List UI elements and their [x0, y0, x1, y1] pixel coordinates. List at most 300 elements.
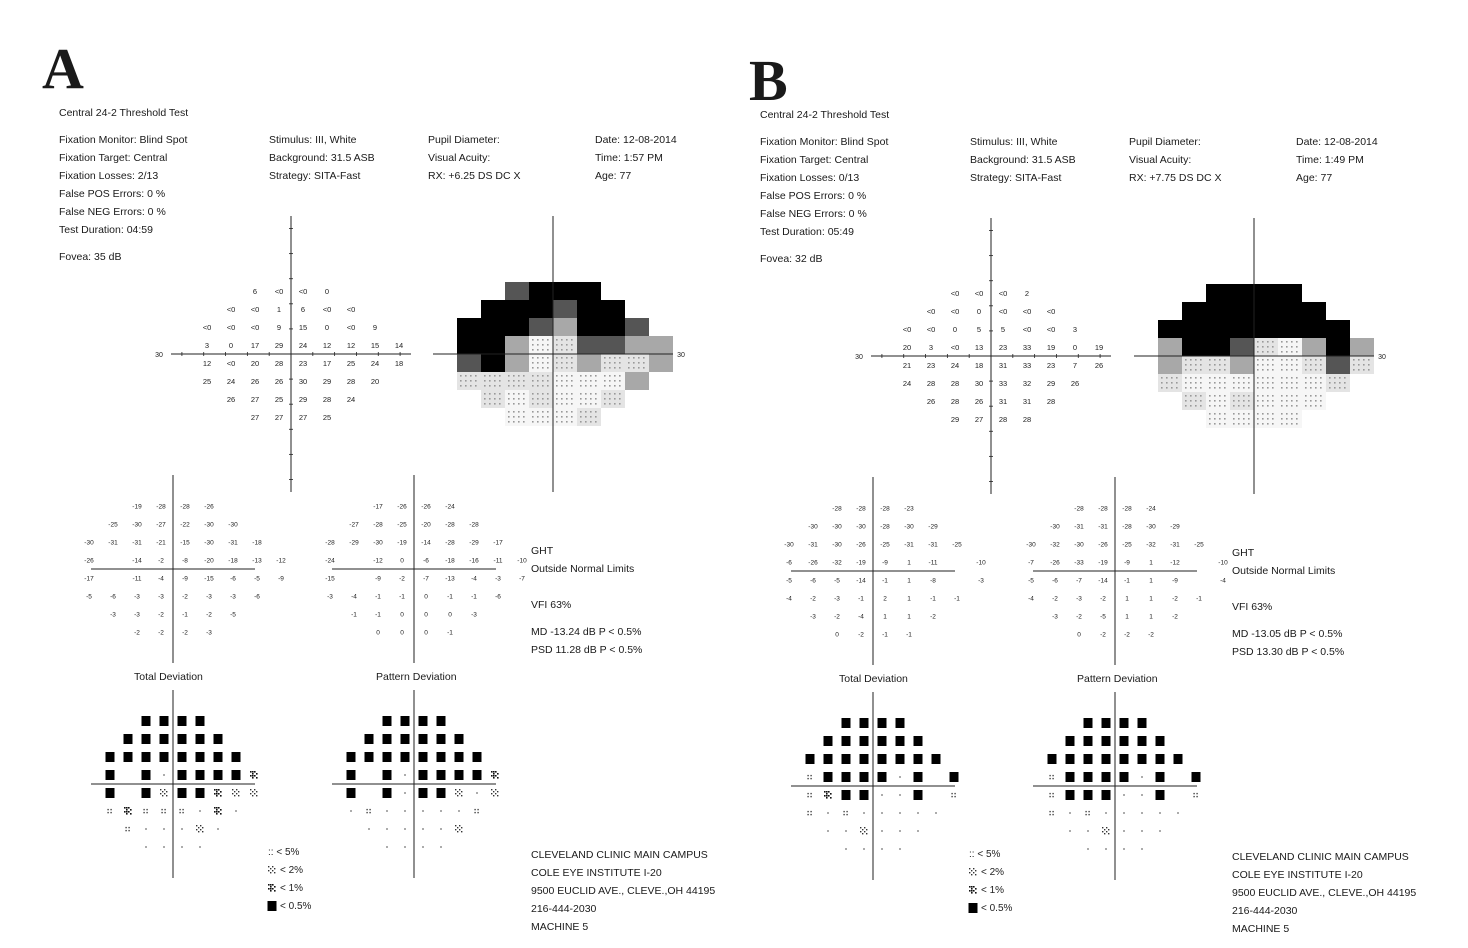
total-deviation-value: -6 [786, 559, 792, 567]
pattern-probability-normal-symbol [1141, 776, 1142, 777]
gray-dot [1291, 413, 1293, 415]
panel-b [716, 0, 1450, 948]
gray-dot [566, 411, 568, 413]
threshold-value: <0 [250, 305, 260, 314]
gray-dot [1185, 405, 1187, 407]
threshold-value: 31 [998, 361, 1008, 370]
gray-dot [580, 380, 582, 382]
symbol-dot [272, 870, 273, 871]
threshold-value: 31 [1022, 397, 1032, 406]
symbol-dot [459, 825, 460, 826]
symbol-dot [497, 791, 498, 792]
gray-dot [1262, 400, 1264, 402]
gray-dot [1315, 359, 1317, 361]
symbol-dot [369, 809, 370, 810]
info-line: False NEG Errors: 0 % [760, 208, 867, 220]
threshold-value: <0 [950, 289, 960, 298]
gray-dot [1224, 364, 1226, 366]
gray-dot [1296, 413, 1298, 415]
total-probability-p05-symbol [142, 770, 151, 780]
threshold-value: 29 [950, 415, 960, 424]
gray-dot [1214, 387, 1216, 389]
gray-dot [542, 403, 544, 405]
threshold-value: <0 [1022, 307, 1032, 316]
total-deviation-value: -18 [228, 557, 238, 565]
gray-dot [518, 403, 520, 405]
pattern-deviation-value: -1 [447, 593, 453, 601]
total-probability-p05-symbol [160, 752, 169, 762]
gray-dot [1267, 400, 1269, 402]
threshold-value: <0 [998, 307, 1008, 316]
pattern-deviation-value: -9 [1172, 577, 1178, 585]
gray-dot [475, 385, 477, 387]
gray-dot [1291, 377, 1293, 379]
gray-dot [1320, 405, 1322, 407]
pattern-probability-p05-symbol [383, 752, 392, 762]
gray-cell-mid [649, 336, 673, 354]
gray-dot [537, 362, 539, 364]
gray-dot [590, 393, 592, 395]
symbol-dot [256, 791, 257, 792]
gray-dot [595, 380, 597, 382]
symbol-dot [971, 888, 973, 890]
symbol-dot [497, 777, 499, 779]
gray-dot [566, 393, 568, 395]
gray-dot [1219, 377, 1221, 379]
gray-dot [1272, 351, 1274, 353]
total-probability-p2-symbol [250, 789, 257, 796]
pattern-deviation-value: -26 [421, 503, 431, 511]
gray-dot [1243, 405, 1245, 407]
threshold-value: 3 [1072, 325, 1078, 334]
gray-dot [1305, 364, 1307, 366]
pattern-deviation-value: -9 [1124, 559, 1130, 567]
symbol-dot [975, 874, 976, 875]
symbol-dot [971, 886, 973, 888]
gray-dot [1248, 387, 1250, 389]
total-probability-p5-symbol [843, 811, 847, 815]
gray-dot [1272, 387, 1274, 389]
gray-dot [1185, 382, 1187, 384]
total-deviation-value: -1 [906, 631, 912, 639]
threshold-value: <0 [202, 323, 212, 332]
gray-dot [508, 421, 510, 423]
gray-dot [537, 416, 539, 418]
total-deviation-value: -3 [978, 577, 984, 585]
gray-dot [1272, 395, 1274, 397]
gray-dot [1209, 405, 1211, 407]
pattern-probability-p05-symbol [419, 770, 428, 780]
gray-dot [1272, 346, 1274, 348]
gray-dot [542, 380, 544, 382]
symbol-dot [268, 870, 269, 871]
threshold-value: 12 [202, 359, 212, 368]
total-probability-p05-symbol [142, 716, 151, 726]
symbol-dot [457, 795, 458, 796]
gray-dot [499, 380, 501, 382]
total-probability-p05-symbol [160, 734, 169, 744]
symbol-dot [274, 868, 275, 869]
gray-dot [1281, 382, 1283, 384]
gray-dot [614, 357, 616, 359]
address-line: CLEVELAND CLINIC MAIN CAMPUS [531, 849, 708, 861]
gray-dot [628, 357, 630, 359]
gray-dot [1281, 351, 1283, 353]
gray-cell-mid [649, 354, 673, 372]
gray-dot [1344, 377, 1346, 379]
fovea: Fovea: 32 dB [760, 253, 823, 265]
gray-dot [1219, 364, 1221, 366]
gray-dot [513, 411, 515, 413]
total-deviation-value: -4 [858, 613, 864, 621]
gray-dot [595, 375, 597, 377]
gray-cell-dark [1182, 338, 1206, 356]
pattern-deviation-value: -28 [373, 521, 383, 529]
gray-dot [518, 421, 520, 423]
symbol-dot [250, 771, 252, 773]
pattern-probability-p5-symbol [366, 809, 370, 813]
info-line: Strategy: SITA-Fast [970, 172, 1062, 184]
pattern-probability-p05-symbol [419, 716, 428, 726]
gray-dot [1224, 387, 1226, 389]
gray-dot [585, 385, 587, 387]
total-probability-normal-symbol [863, 848, 864, 849]
gray-dot [1257, 413, 1259, 415]
pattern-deviation-value: -26 [397, 503, 407, 511]
symbol-dot [274, 872, 275, 873]
pattern-deviation-label: Pattern Deviation [376, 671, 457, 683]
gray-dot [1363, 359, 1365, 361]
address-block [1232, 848, 1416, 938]
threshold-value: 5 [1000, 325, 1006, 334]
gray-dot [1161, 377, 1163, 379]
gray-dot [1233, 395, 1235, 397]
gray-dot [1195, 395, 1197, 397]
total-probability-p05-symbol [842, 754, 851, 764]
symbol-dot [951, 796, 952, 797]
symbol-dot [826, 791, 828, 793]
pattern-probability-normal-symbol [1141, 830, 1142, 831]
total-probability-normal-symbol [881, 830, 882, 831]
pattern-deviation-value: -28 [469, 521, 479, 529]
gray-dot [1233, 413, 1235, 415]
pattern-probability-normal-symbol [386, 828, 387, 829]
symbol-dot [126, 807, 128, 809]
gray-dot [566, 357, 568, 359]
pattern-deviation-value: -10 [517, 557, 527, 565]
threshold-value: 19 [1046, 343, 1056, 352]
pattern-probability-p05-symbol [1192, 772, 1201, 782]
gray-dot [566, 367, 568, 369]
gray-dot [1310, 400, 1312, 402]
pattern-probability-normal-symbol [386, 810, 387, 811]
total-deviation-value: -2 [858, 631, 864, 639]
threshold-value: <0 [226, 323, 236, 332]
symbol-dot [164, 793, 165, 794]
pattern-probability-p05-symbol [1156, 736, 1165, 746]
pattern-probability-normal-symbol [458, 810, 459, 811]
symbol-dot [1088, 811, 1089, 812]
gray-dot [580, 398, 582, 400]
gray-dot [508, 375, 510, 377]
gray-dot [1238, 423, 1240, 425]
pattern-probability-normal-symbol [1069, 830, 1070, 831]
threshold-value: 28 [950, 379, 960, 388]
total-deviation-value: -28 [880, 523, 890, 531]
total-deviation-value: -6 [810, 577, 816, 585]
symbol-dot [238, 795, 239, 796]
legend-label: < 0.5% [280, 901, 312, 912]
total-deviation-value: -19 [856, 559, 866, 567]
pattern-probability-p05-symbol [347, 788, 356, 798]
pattern-deviation-value: -31 [1170, 541, 1180, 549]
total-deviation-value: -5 [254, 575, 260, 583]
gray-dot [1368, 364, 1370, 366]
symbol-dot [973, 868, 974, 869]
gray-dot [1286, 359, 1288, 361]
gray-dot [532, 362, 534, 364]
threshold-value: 12 [322, 341, 332, 350]
total-deviation-value: -30 [808, 523, 818, 531]
gray-dot [1281, 387, 1283, 389]
report-graphics [716, 0, 1450, 948]
gray-dot [537, 393, 539, 395]
info-line: Age: 77 [1296, 172, 1333, 184]
gray-cell-mid [625, 372, 649, 390]
threshold-value: 30 [298, 377, 308, 386]
total-probability-p05-symbol [896, 754, 905, 764]
symbol-dot [256, 773, 258, 775]
symbol-dot [495, 775, 497, 777]
gray-dot [1171, 377, 1173, 379]
info-line: Fixation Monitor: Blind Spot [760, 136, 889, 148]
symbol-dot [826, 797, 828, 799]
gray-dot [1267, 359, 1269, 361]
pattern-deviation-value: -28 [325, 539, 335, 547]
total-deviation-value: -1 [858, 595, 864, 603]
total-deviation-value: -30 [204, 521, 214, 529]
gray-dot [518, 380, 520, 382]
gray-dot [523, 380, 525, 382]
total-probability-p5-symbol [107, 809, 111, 813]
gray-dot [1329, 377, 1331, 379]
total-probability-p2-symbol [160, 789, 167, 796]
total-probability-p5-symbol [951, 793, 955, 797]
gray-dot [1353, 369, 1355, 371]
pattern-deviation-value: -4 [351, 593, 357, 601]
symbol-dot [256, 795, 257, 796]
vfi: VFI 63% [531, 599, 572, 611]
total-probability-p05-symbol [196, 752, 205, 762]
gray-cell-dark [529, 300, 553, 318]
symbol-dot [474, 809, 475, 810]
pattern-deviation-value: -2 [399, 575, 405, 583]
gray-dot [1224, 418, 1226, 420]
gray-dot [580, 393, 582, 395]
gray-dot [1243, 418, 1245, 420]
pattern-probability-p05-symbol [473, 752, 482, 762]
total-deviation-value: -20 [204, 557, 214, 565]
gray-cell-mid [1302, 338, 1326, 356]
gray-dot [614, 385, 616, 387]
gray-dot [1248, 377, 1250, 379]
gray-dot [1267, 346, 1269, 348]
info-line: Time: 1:57 PM [595, 152, 663, 164]
gray-dot [1214, 405, 1216, 407]
gray-dot [1209, 418, 1211, 420]
gray-dot [609, 403, 611, 405]
pattern-probability-normal-symbol [1141, 812, 1142, 813]
gray-dot [1233, 400, 1235, 402]
gray-dot [1257, 341, 1259, 343]
total-deviation-value: -1 [930, 595, 936, 603]
symbol-dot [216, 809, 218, 811]
gray-dot [1257, 387, 1259, 389]
threshold-value: 32 [1022, 379, 1032, 388]
symbol-dot [477, 812, 478, 813]
pattern-probability-p05-symbol [347, 752, 356, 762]
symbol-dot [270, 886, 272, 888]
legend-label: < 2% [981, 867, 1005, 878]
gray-dot [1291, 369, 1293, 371]
symbol-dot [1052, 811, 1053, 812]
symbol-dot [214, 807, 216, 809]
gray-dot [556, 421, 558, 423]
gray-dot [508, 403, 510, 405]
total-deviation-value: -2 [134, 629, 140, 637]
symbol-dot [232, 789, 233, 790]
gray-dot [556, 349, 558, 351]
total-deviation-value: -9 [182, 575, 188, 583]
gray-dot [556, 403, 558, 405]
gray-dot [1209, 359, 1211, 361]
pattern-deviation-probability [332, 690, 499, 878]
gray-dot [1219, 395, 1221, 397]
symbol-dot [975, 892, 977, 894]
gray-cell-mid [577, 354, 601, 372]
gray-dot [523, 375, 525, 377]
symbol-dot [202, 827, 203, 828]
threshold-value: 28 [998, 415, 1008, 424]
gray-dot [561, 421, 563, 423]
total-probability-p05-symbol [142, 752, 151, 762]
pattern-deviation-value: -11 [493, 557, 503, 565]
gray-dot [1238, 405, 1240, 407]
symbol-dot [493, 791, 494, 792]
legend-label: < 1% [981, 885, 1005, 896]
gray-dot [1185, 395, 1187, 397]
gray-cell-dark [1254, 284, 1278, 302]
gray-dot [1166, 387, 1168, 389]
symbol-dot [270, 872, 271, 873]
threshold-value: <0 [226, 305, 236, 314]
gray-dot [1262, 418, 1264, 420]
pattern-deviation-value: -6 [1052, 577, 1058, 585]
gray-dot [1233, 405, 1235, 407]
gray-dot [566, 416, 568, 418]
pattern-probability-normal-symbol [440, 828, 441, 829]
total-deviation-value: -5 [834, 577, 840, 585]
symbol-dot [969, 868, 970, 869]
gray-dot [1257, 377, 1259, 379]
symbol-dot [252, 771, 254, 773]
panel-letter: B [749, 48, 788, 113]
symbol-dot [459, 789, 460, 790]
address-line: 9500 EUCLID AVE., CLEVE.,OH 44195 [1232, 887, 1417, 899]
total-probability-p05-symbol [232, 752, 241, 762]
gray-dot [619, 380, 621, 382]
symbol-dot [162, 795, 163, 796]
total-deviation-value: -4 [786, 595, 792, 603]
total-probability-p5-symbol [125, 827, 129, 831]
pattern-probability-p05-symbol [1138, 754, 1147, 764]
gray-dot [542, 385, 544, 387]
gray-dot [566, 380, 568, 382]
threshold-value: 30 [974, 379, 984, 388]
total-probability-p05-symbol [896, 718, 905, 728]
symbol-dot [864, 827, 865, 828]
gray-dot [580, 403, 582, 405]
gray-cell-dark [1254, 302, 1278, 320]
gray-dot [518, 393, 520, 395]
gray-dot [1286, 405, 1288, 407]
threshold-value: 20 [250, 359, 260, 368]
address-line: 216-444-2030 [531, 903, 597, 915]
total-deviation-value: -1 [882, 631, 888, 639]
gray-dot [1286, 395, 1288, 397]
symbol-dot [810, 793, 811, 794]
gray-dot [542, 344, 544, 346]
gray-dot [1243, 400, 1245, 402]
symbol-dot [828, 791, 830, 793]
gray-dot [1281, 405, 1283, 407]
threshold-value: 24 [226, 377, 236, 386]
gray-dot [595, 403, 597, 405]
gray-dot [604, 380, 606, 382]
gray-dot [1281, 377, 1283, 379]
gray-dot [1267, 405, 1269, 407]
symbol-dot [1049, 814, 1050, 815]
legend-label: < 2% [280, 865, 304, 876]
gray-dot [1334, 377, 1336, 379]
gray-cell-dark [1206, 320, 1230, 338]
symbol-dot [969, 872, 970, 873]
gray-dot [547, 416, 549, 418]
gray-dot [1171, 382, 1173, 384]
gray-dot [638, 367, 640, 369]
gray-dot [619, 385, 621, 387]
gray-cell-mid [529, 318, 553, 336]
total-probability-normal-symbol [199, 810, 200, 811]
gray-dot [1243, 382, 1245, 384]
legend-label: :: < 5% [268, 847, 300, 858]
gray-dot [561, 411, 563, 413]
symbol-dot [164, 812, 165, 813]
total-probability-normal-symbol [899, 830, 900, 831]
gray-dot [1291, 364, 1293, 366]
gray-dot [1262, 387, 1264, 389]
gray-dot [571, 367, 573, 369]
gray-dot [1286, 387, 1288, 389]
gray-dot [643, 357, 645, 359]
gray-dot [1358, 369, 1360, 371]
total-probability-p05-symbol [860, 772, 869, 782]
gray-dot [1305, 387, 1307, 389]
gray-dot [1262, 377, 1264, 379]
gray-dot [580, 375, 582, 377]
pattern-deviation-value: -16 [469, 557, 479, 565]
pattern-deviation-value: -2 [1148, 631, 1154, 639]
